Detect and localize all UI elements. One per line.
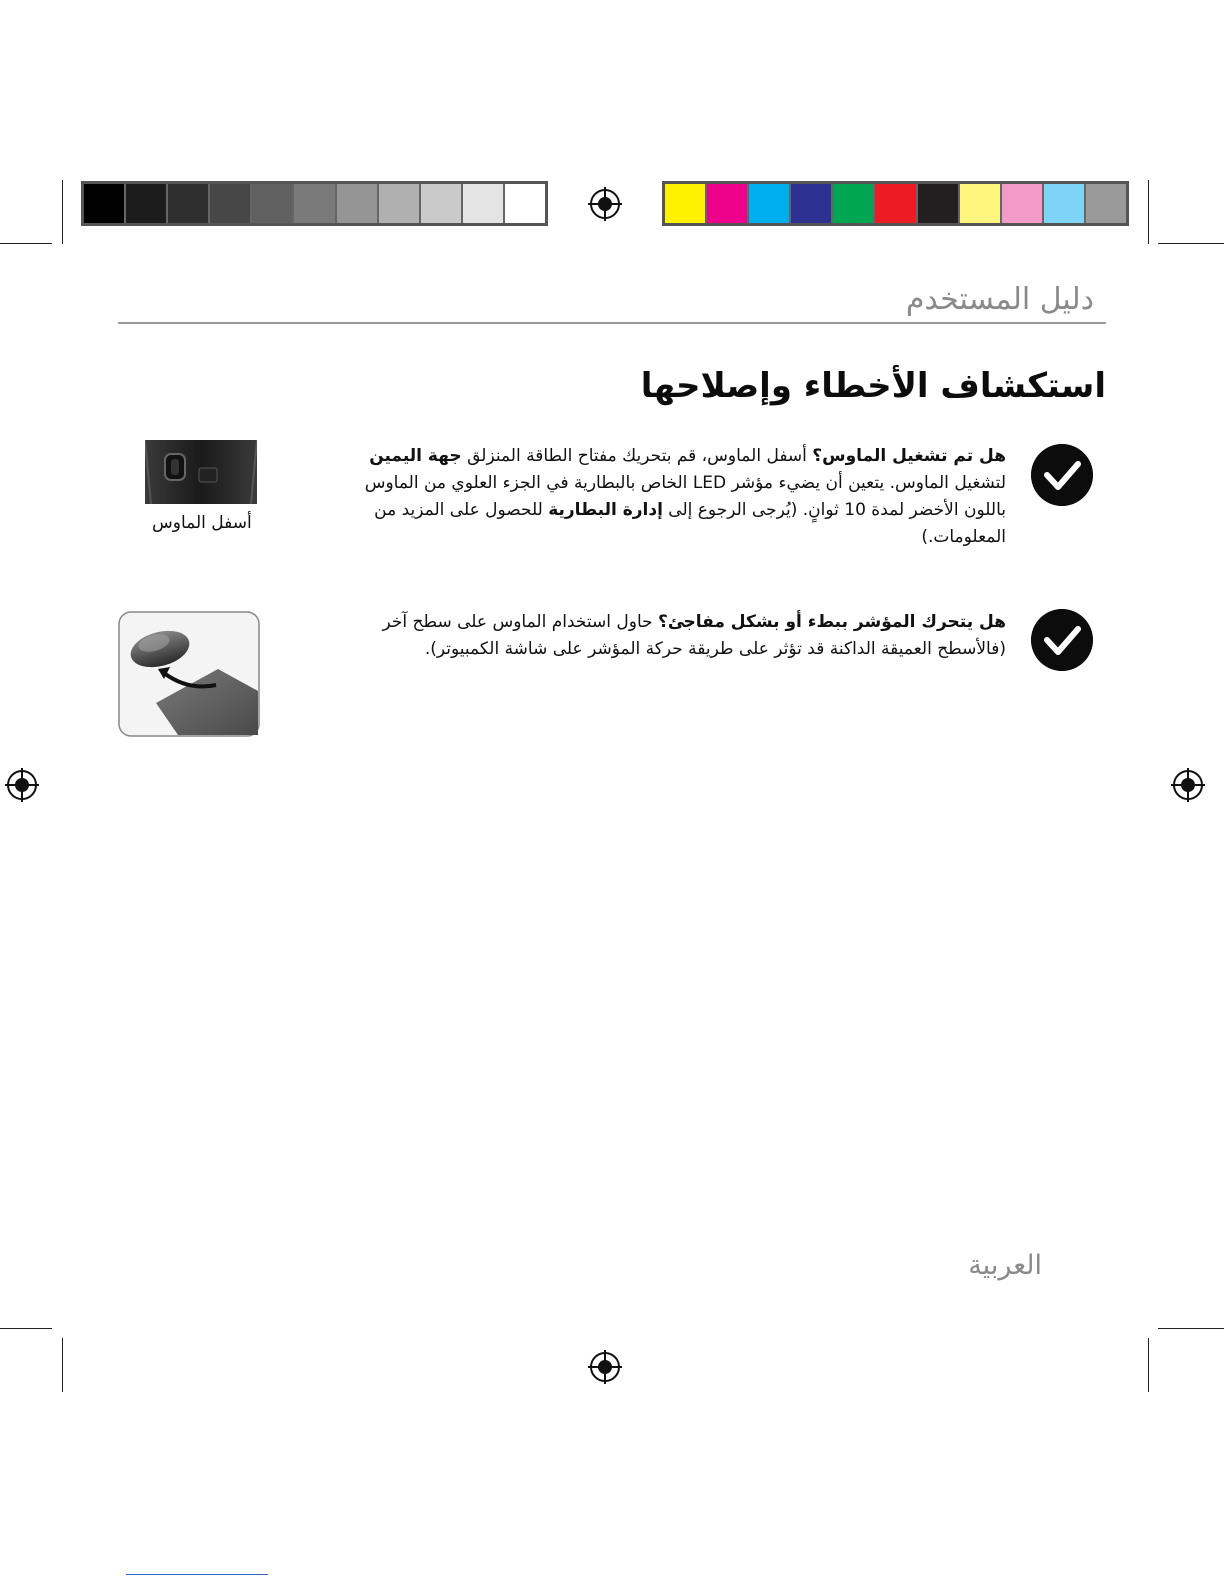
grayscale-calibration-bar — [81, 181, 548, 226]
crop-mark — [62, 180, 63, 244]
color-swatch — [707, 184, 749, 223]
color-swatch — [791, 184, 833, 223]
color-swatch — [168, 184, 210, 223]
crop-mark — [1158, 1328, 1224, 1329]
color-swatch — [875, 184, 917, 223]
registration-mark-icon — [1171, 768, 1205, 802]
registration-mark-icon — [5, 768, 39, 802]
color-swatch — [918, 184, 960, 223]
color-swatch — [1086, 184, 1126, 223]
checkmark-icon — [1031, 609, 1093, 671]
registration-mark-icon — [588, 1350, 622, 1384]
color-swatch — [833, 184, 875, 223]
item-question: هل تم تشغيل الماوس؟ — [812, 446, 1006, 466]
color-swatch — [749, 184, 791, 223]
item-bold-text: جهة اليمين — [369, 446, 462, 466]
color-swatch — [421, 184, 463, 223]
color-swatch — [1044, 184, 1086, 223]
mouse-on-surface-image — [118, 611, 260, 737]
troubleshoot-item-cursor — [316, 609, 1006, 663]
crop-mark — [1148, 180, 1149, 244]
crop-mark — [1148, 1338, 1149, 1392]
crop-mark — [62, 1338, 63, 1392]
color-swatch — [294, 184, 336, 223]
section-title: استكشاف الأخطاء وإصلاحها — [640, 366, 1106, 406]
color-swatch — [84, 184, 126, 223]
color-swatch — [505, 184, 545, 223]
checkmark-icon — [1031, 444, 1093, 506]
color-swatch — [463, 184, 505, 223]
footer-language-label: العربية — [968, 1250, 1042, 1281]
crop-mark — [0, 243, 52, 244]
item-text: لتشغيل الماوس. يتعين أن يضيء مؤشر LED الخاص بالبطارية في الجزء العلوي من الماوس باللون الأخضر لمدة 10 ثوانٍ. (يُرجى الرجوع إلى — [364, 473, 1006, 520]
header-divider — [118, 322, 1106, 324]
color-swatch — [252, 184, 294, 223]
color-swatch — [379, 184, 421, 223]
item-text: أسفل الماوس، قم بتحريك مفتاح الطاقة المنزلق — [461, 446, 813, 466]
item-text: حاول استخدام الماوس على سطح آخر (فالأسطح العميقة الداكنة قد تؤثر على طريقة حركة المؤشر على شاشة الكمبيوتر). — [382, 612, 1006, 659]
registration-mark-icon — [588, 187, 622, 221]
mouse-bottom-caption: أسفل الماوس — [152, 513, 252, 533]
color-swatch — [337, 184, 379, 223]
mouse-bottom-image — [145, 440, 257, 504]
color-swatch — [960, 184, 1002, 223]
color-swatch — [126, 184, 168, 223]
crop-mark — [1158, 243, 1224, 244]
color-swatch — [1002, 184, 1044, 223]
page-header-title: دليل المستخدم — [905, 282, 1094, 317]
color-swatch — [665, 184, 707, 223]
color-swatch — [210, 184, 252, 223]
item-bold-text: إدارة البطارية — [548, 500, 663, 520]
color-calibration-bar — [662, 181, 1129, 226]
bottom-rule — [126, 1574, 268, 1575]
crop-mark — [0, 1328, 52, 1329]
item-text: للحصول على المزيد من المعلومات.) — [374, 500, 1006, 547]
item-question: هل يتحرك المؤشر ببطء أو بشكل مفاجئ؟ — [658, 612, 1006, 632]
troubleshoot-item-power — [326, 443, 1006, 551]
